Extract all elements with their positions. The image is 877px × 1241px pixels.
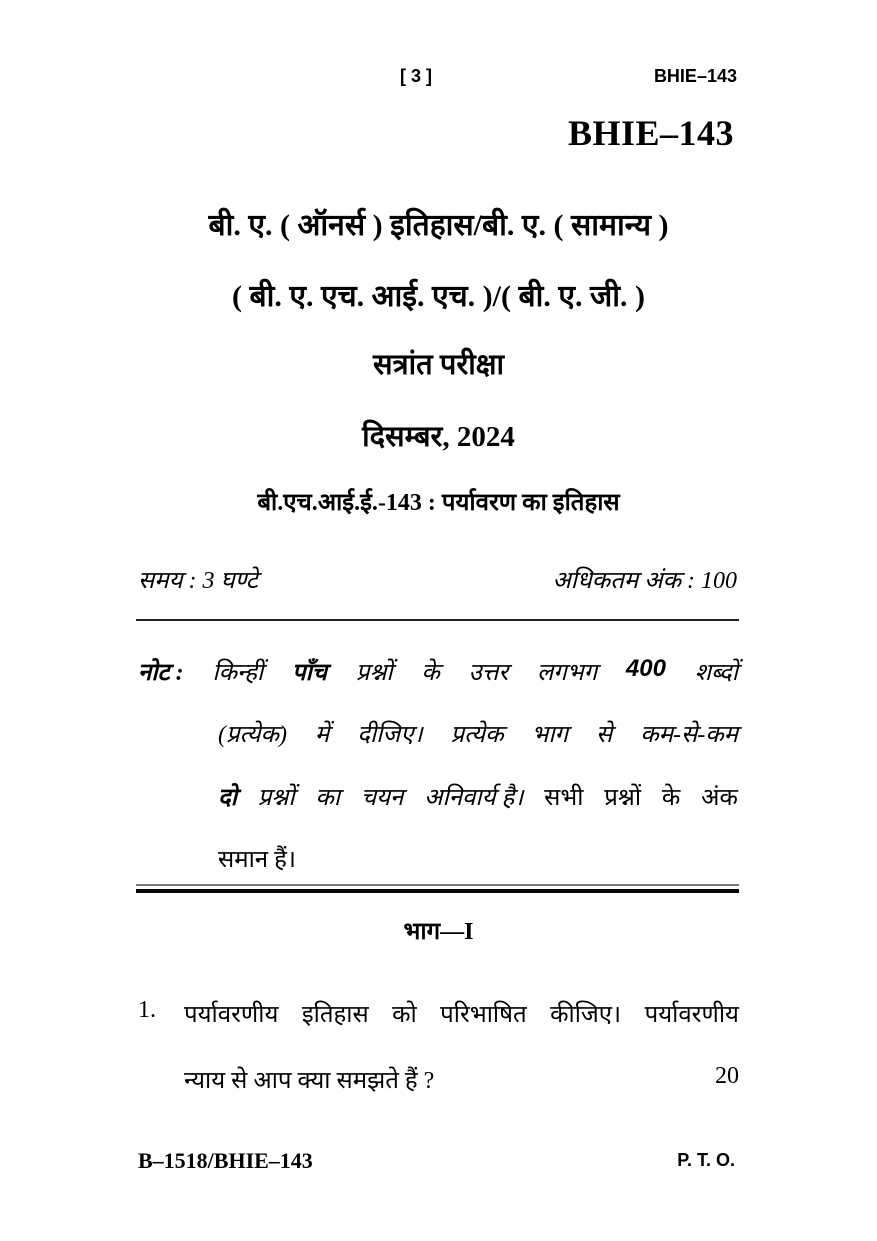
question-line-2 <box>184 1063 739 1096</box>
divider <box>136 619 739 621</box>
question-word: इतिहास <box>301 1002 369 1028</box>
exam-date: दिसम्बर, 2024 <box>362 421 515 453</box>
note-word: सभी <box>544 785 584 811</box>
note-word: कम-से-कम <box>640 722 738 748</box>
note-word: (प्रत्येक) <box>218 722 287 748</box>
question-word: को <box>392 1002 417 1028</box>
programme-codes: ( बी. ए. एच. आई. एच. )/( बी. ए. जी. ) <box>232 280 645 313</box>
note-word: अनिवार्य है। <box>424 785 524 811</box>
note-word-count: 400 <box>625 655 666 682</box>
page-number: [ 3 ] <box>400 66 433 86</box>
note-word: अंक <box>701 785 738 811</box>
question-number: 1. <box>138 997 156 1023</box>
question-marks: 20 <box>715 1063 739 1089</box>
section-heading: भाग—I <box>403 919 474 945</box>
note-word: चयन <box>360 785 404 811</box>
note-word: से <box>596 722 613 748</box>
note-label: नोट : <box>138 660 184 686</box>
note-line-1 <box>138 655 738 688</box>
question-word: पर्यावरणीय <box>184 1002 279 1028</box>
note-word: प्रश्नों <box>355 660 393 686</box>
double-divider-top <box>136 884 739 886</box>
question-word: परिभाषित <box>440 1002 527 1028</box>
note-emphasis: दो <box>218 785 237 811</box>
note-word: भाग <box>531 722 569 748</box>
course-title: बी.एच.आई.ई.-143 : पर्यावरण का इतिहास <box>257 490 620 516</box>
note-word: उत्तर <box>468 660 509 686</box>
note-word: प्रश्नों <box>257 785 295 811</box>
note-word: के <box>661 785 681 811</box>
exam-title: सत्रांत परीक्षा <box>372 349 505 381</box>
paper-code: B–1518/BHIE–143 <box>138 1148 313 1173</box>
note-word: प्रश्नों <box>604 785 642 811</box>
note-word: किन्हीं <box>212 660 264 686</box>
please-turn-over: P. T. O. <box>677 1150 735 1170</box>
note-word: का <box>315 785 341 811</box>
question-word: पर्यावरणीय <box>644 1002 739 1028</box>
note-word: प्रत्येक <box>450 722 504 748</box>
header-course-code: BHIE–143 <box>653 66 737 86</box>
note-line-2 <box>218 717 738 750</box>
question-text: न्याय से आप क्या समझते हैं ? <box>184 1068 435 1094</box>
note-word: में <box>314 722 330 748</box>
note-word: शब्दों <box>694 660 738 686</box>
note-word: दीजिए। <box>357 722 423 748</box>
note-word: के <box>421 660 440 686</box>
maximum-marks: अधिकतम अंक : 100 <box>552 568 737 594</box>
programme-title: बी. ए. ( ऑनर्स ) इतिहास/बी. ए. ( सामान्य ) <box>208 209 669 242</box>
double-divider-bottom <box>136 889 739 893</box>
note-line-4: समान हैं। <box>218 847 296 873</box>
note-emphasis: पाँच <box>291 660 328 686</box>
exam-duration: समय : 3 घण्टे <box>138 568 258 594</box>
course-code-title: BHIE–143 <box>567 113 734 153</box>
note-word: लगभग <box>536 660 598 686</box>
question-word: कीजिए। <box>550 1002 622 1028</box>
note-line-3 <box>218 780 738 813</box>
question-line-1 <box>184 997 739 1030</box>
